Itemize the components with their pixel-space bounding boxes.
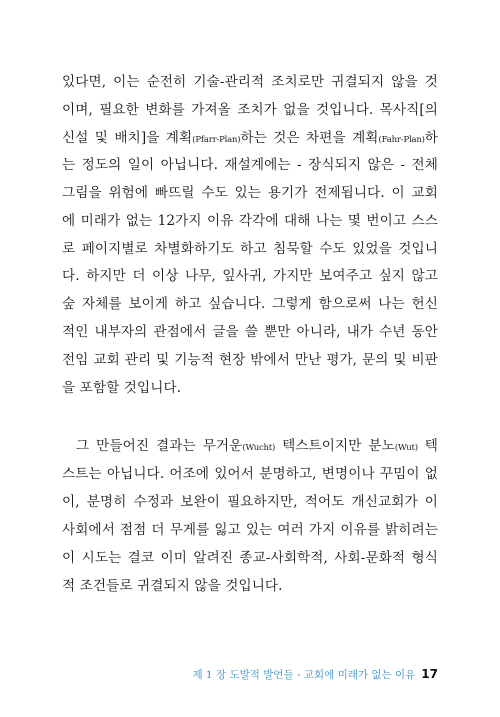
german-term: (Fahr-Plan) (378, 135, 425, 145)
german-term: (Pfarr-Plan) (192, 135, 241, 145)
running-footer (62, 664, 438, 684)
text-line: 이며, 필요한 변화를 가져올 조치가 없을 것입니다. 목사직[의 (62, 102, 438, 118)
text-line: 있다면, 이는 순전히 기술-관리적 조치로만 귀결되지 않을 것 (62, 74, 438, 90)
text-run: 하는 것은 차편을 계획 (240, 130, 379, 146)
text-line: 스트는 아닙니다. 어조에 있어서 분명하고, 변명이나 꾸밈이 없 (62, 466, 438, 482)
text-line: 다. 하지만 더 이상 나무, 잎사귀, 가지만 보여주고 싶지 않고 (62, 268, 438, 284)
text-line: 는 정도의 일이 아닙니다. 재설계에는 - 장식되지 않은 - 전체 (62, 157, 438, 173)
german-term: (Wut) (394, 443, 418, 453)
text-run: 텍 (417, 438, 438, 454)
text-line: 그림을 위험에 빠뜨릴 수도 있는 용기가 전제됩니다. 이 교회 (62, 185, 438, 201)
text-line: 적인 내부자의 관점에서 글을 쓸 뿐만 아니라, 내가 수년 동안 (62, 324, 438, 340)
text-line (76, 434, 438, 458)
text-run: 하 (424, 130, 438, 146)
text-line: 사회에서 점점 더 무게를 잃고 있는 여러 가지 이유를 밝히려는 (62, 522, 438, 538)
text-line: 숲 자체를 보이게 하고 싶습니다. 그렇게 함으로써 나는 헌신 (62, 296, 438, 312)
text-line: 전임 교회 관리 및 기능적 현장 밖에서 만난 평가, 문의 및 비판 (62, 352, 438, 368)
text-line: 이, 분명히 수정과 보완이 필요하지만, 적어도 개신교회가 이 (62, 494, 438, 510)
text-run: 신설 및 배치]을 계획 (62, 130, 193, 146)
text-line: 로 페이지별로 차별화하기도 하고 침묵할 수도 있었을 것입니 (62, 241, 438, 257)
text-line (62, 126, 438, 150)
page-number: 17 (421, 667, 438, 681)
text-run: 텍스트이지만 분노 (275, 438, 395, 454)
running-title: 제 1 장 도발적 발언들 - 교회에 미래가 없는 이유 (192, 669, 416, 681)
text-line: 이 시도는 결코 이미 알려진 종교-사회학적, 사회-문화적 형식 (62, 550, 438, 566)
text-run: 그 만들어진 결과는 무거운 (76, 438, 243, 454)
text-line: 을 포함할 것입니다. (62, 380, 182, 396)
text-line: 적 조건들로 귀결되지 않을 것입니다. (62, 578, 283, 594)
german-term: (Wucht) (242, 443, 276, 453)
text-line: 에 미래가 없는 12가지 이유 각각에 대해 나는 몇 번이고 스스 (62, 213, 438, 229)
